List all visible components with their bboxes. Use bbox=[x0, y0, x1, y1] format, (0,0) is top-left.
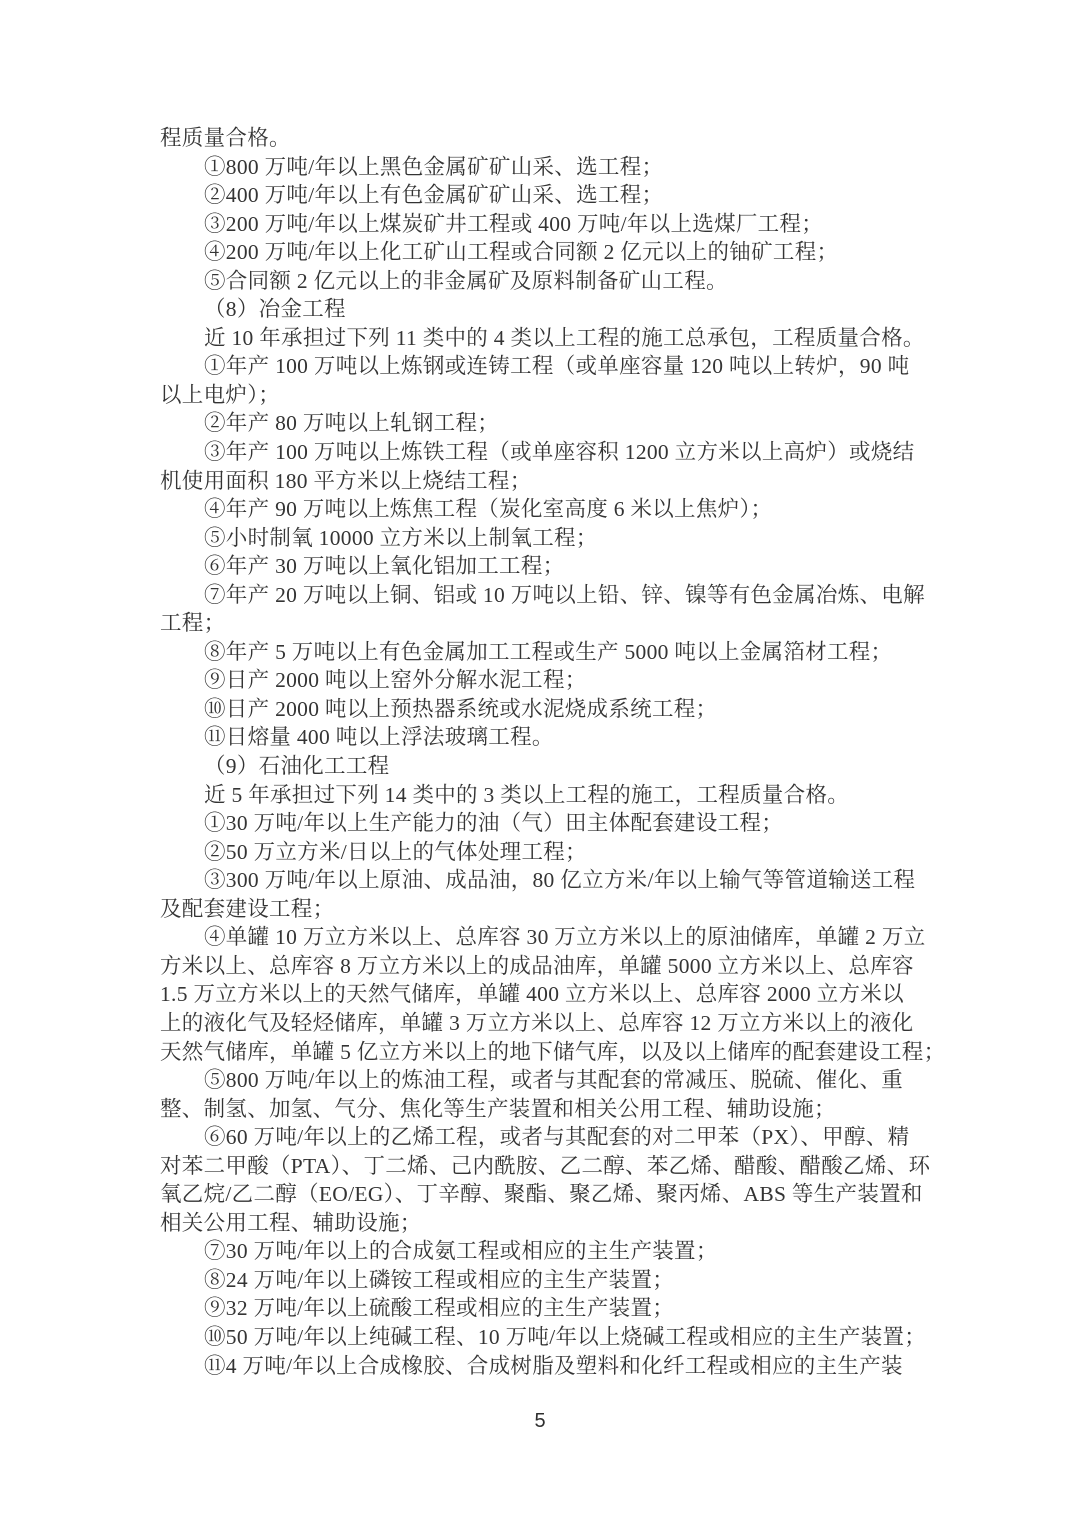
text-line: 近 5 年承担过下列 14 类中的 3 类以上工程的施工，工程质量合格。 bbox=[204, 782, 850, 807]
text-line: ⑤合同额 2 亿元以上的非金属矿及原料制备矿山工程。 bbox=[204, 268, 728, 293]
text-line: 1.5 万立方米以上的天然气储库，单罐 400 立方米以上、总库容 2000 立方米以 bbox=[160, 982, 904, 1007]
text-line: 上的液化气及轻烃储库，单罐 3 万立方米以上、总库容 12 万立方米以上的液化 bbox=[160, 1010, 914, 1035]
text-line: 工程； bbox=[160, 611, 226, 636]
page-number: 5 bbox=[534, 1410, 546, 1432]
text-line: 氧乙烷/乙二醇（EO/EG）、丁辛醇、聚酯、聚乙烯、聚丙烯、ABS 等生产装置和 bbox=[160, 1182, 923, 1207]
text-line: ⑦30 万吨/年以上的合成氨工程或相应的主生产装置； bbox=[204, 1239, 718, 1264]
text-line: ⑪日熔量 400 吨以上浮法玻璃工程。 bbox=[204, 725, 554, 750]
text-line: ①年产 100 万吨以上炼钢或连铸工程（或单座容量 120 吨以上转炉，90 吨 bbox=[204, 354, 910, 379]
text-line: 天然气储库，单罐 5 亿立方米以上的地下储气库，以及以上储库的配套建设工程； bbox=[160, 1039, 946, 1064]
text-line: ①800 万吨/年以上黑色金属矿矿山采、选工程； bbox=[204, 154, 664, 179]
text-line: ⑦年产 20 万吨以上铜、铝或 10 万吨以上铅、锌、镍等有色金属冶炼、电解 bbox=[204, 582, 925, 607]
document-body bbox=[160, 124, 946, 1380]
text-line: ②400 万吨/年以上有色金属矿矿山采、选工程； bbox=[204, 183, 664, 208]
text-line: 近 10 年承担过下列 11 类中的 4 类以上工程的施工总承包，工程质量合格。 bbox=[204, 325, 925, 350]
text-line: ①30 万吨/年以上生产能力的油（气）田主体配套建设工程； bbox=[204, 811, 784, 836]
text-line: ⑨日产 2000 吨以上窑外分解水泥工程； bbox=[204, 668, 587, 693]
text-line: ⑧24 万吨/年以上磷铵工程或相应的主生产装置； bbox=[204, 1267, 675, 1292]
text-line: ⑩50 万吨/年以上纯碱工程、10 万吨/年以上烧碱工程或相应的主生产装置； bbox=[204, 1324, 927, 1349]
text-line: ②年产 80 万吨以上轧钢工程； bbox=[204, 411, 500, 436]
text-line: 及配套建设工程； bbox=[160, 896, 335, 921]
text-line: ⑤800 万吨/年以上的炼油工程，或者与其配套的常减压、脱硫、催化、重 bbox=[204, 1068, 904, 1093]
text-line: （8）冶金工程 bbox=[204, 297, 346, 322]
text-line: 以上电炉）； bbox=[160, 382, 281, 407]
text-line: 相关公用工程、辅助设施； bbox=[160, 1210, 422, 1235]
text-line: ④200 万吨/年以上化工矿山工程或合同额 2 亿元以上的铀矿工程； bbox=[204, 240, 839, 265]
text-line: ⑨32 万吨/年以上硫酸工程或相应的主生产装置； bbox=[204, 1296, 675, 1321]
text-line: 整、制氢、加氢、气分、焦化等生产装置和相关公用工程、辅助设施； bbox=[160, 1096, 836, 1121]
text-line: 程质量合格。 bbox=[160, 126, 291, 150]
text-line: （9）石油化工工程 bbox=[204, 754, 390, 779]
text-line: ④年产 90 万吨以上炼焦工程（炭化室高度 6 米以上焦炉）； bbox=[204, 497, 773, 522]
text-line: 对苯二甲酸（PTA）、丁二烯、己内酰胺、乙二醇、苯乙烯、醋酸、醋酸乙烯、环 bbox=[160, 1153, 931, 1178]
text-line: ③300 万吨/年以上原油、成品油，80 亿立方米/年以上输气等管道输送工程 bbox=[204, 868, 916, 893]
text-line: ②50 万立方米/日以上的气体处理工程； bbox=[204, 839, 587, 864]
text-line: ⑥60 万吨/年以上的乙烯工程，或者与其配套的对二甲苯（PX）、甲醇、精 bbox=[204, 1125, 910, 1150]
text-line: ⑧年产 5 万吨以上有色金属加工工程或生产 5000 吨以上金属箔材工程； bbox=[204, 639, 893, 664]
text-line: 机使用面积 180 平方米以上烧结工程； bbox=[160, 468, 532, 493]
text-line: ⑪4 万吨/年以上合成橡胶、合成树脂及塑料和化纤工程或相应的主生产装 bbox=[204, 1353, 903, 1378]
text-line: ⑤小时制氧 10000 立方米以上制氧工程； bbox=[204, 525, 598, 550]
text-line: 方米以上、总库容 8 万立方米以上的成品油库，单罐 5000 立方米以上、总库容 bbox=[160, 953, 914, 978]
text-line: ⑥年产 30 万吨以上氧化铝加工工程； bbox=[204, 554, 565, 579]
text-line: ③年产 100 万吨以上炼铁工程（或单座容积 1200 立方米以上高炉）或烧结 bbox=[204, 440, 915, 465]
text-line: ⑩日产 2000 吨以上预热器系统或水泥烧成系统工程； bbox=[204, 696, 718, 721]
text-line: ③200 万吨/年以上煤炭矿井工程或 400 万吨/年以上选煤厂工程； bbox=[204, 211, 824, 236]
text-line: ④单罐 10 万立方米以上、总库容 30 万立方米以上的原油储库，单罐 2 万立 bbox=[204, 925, 926, 950]
